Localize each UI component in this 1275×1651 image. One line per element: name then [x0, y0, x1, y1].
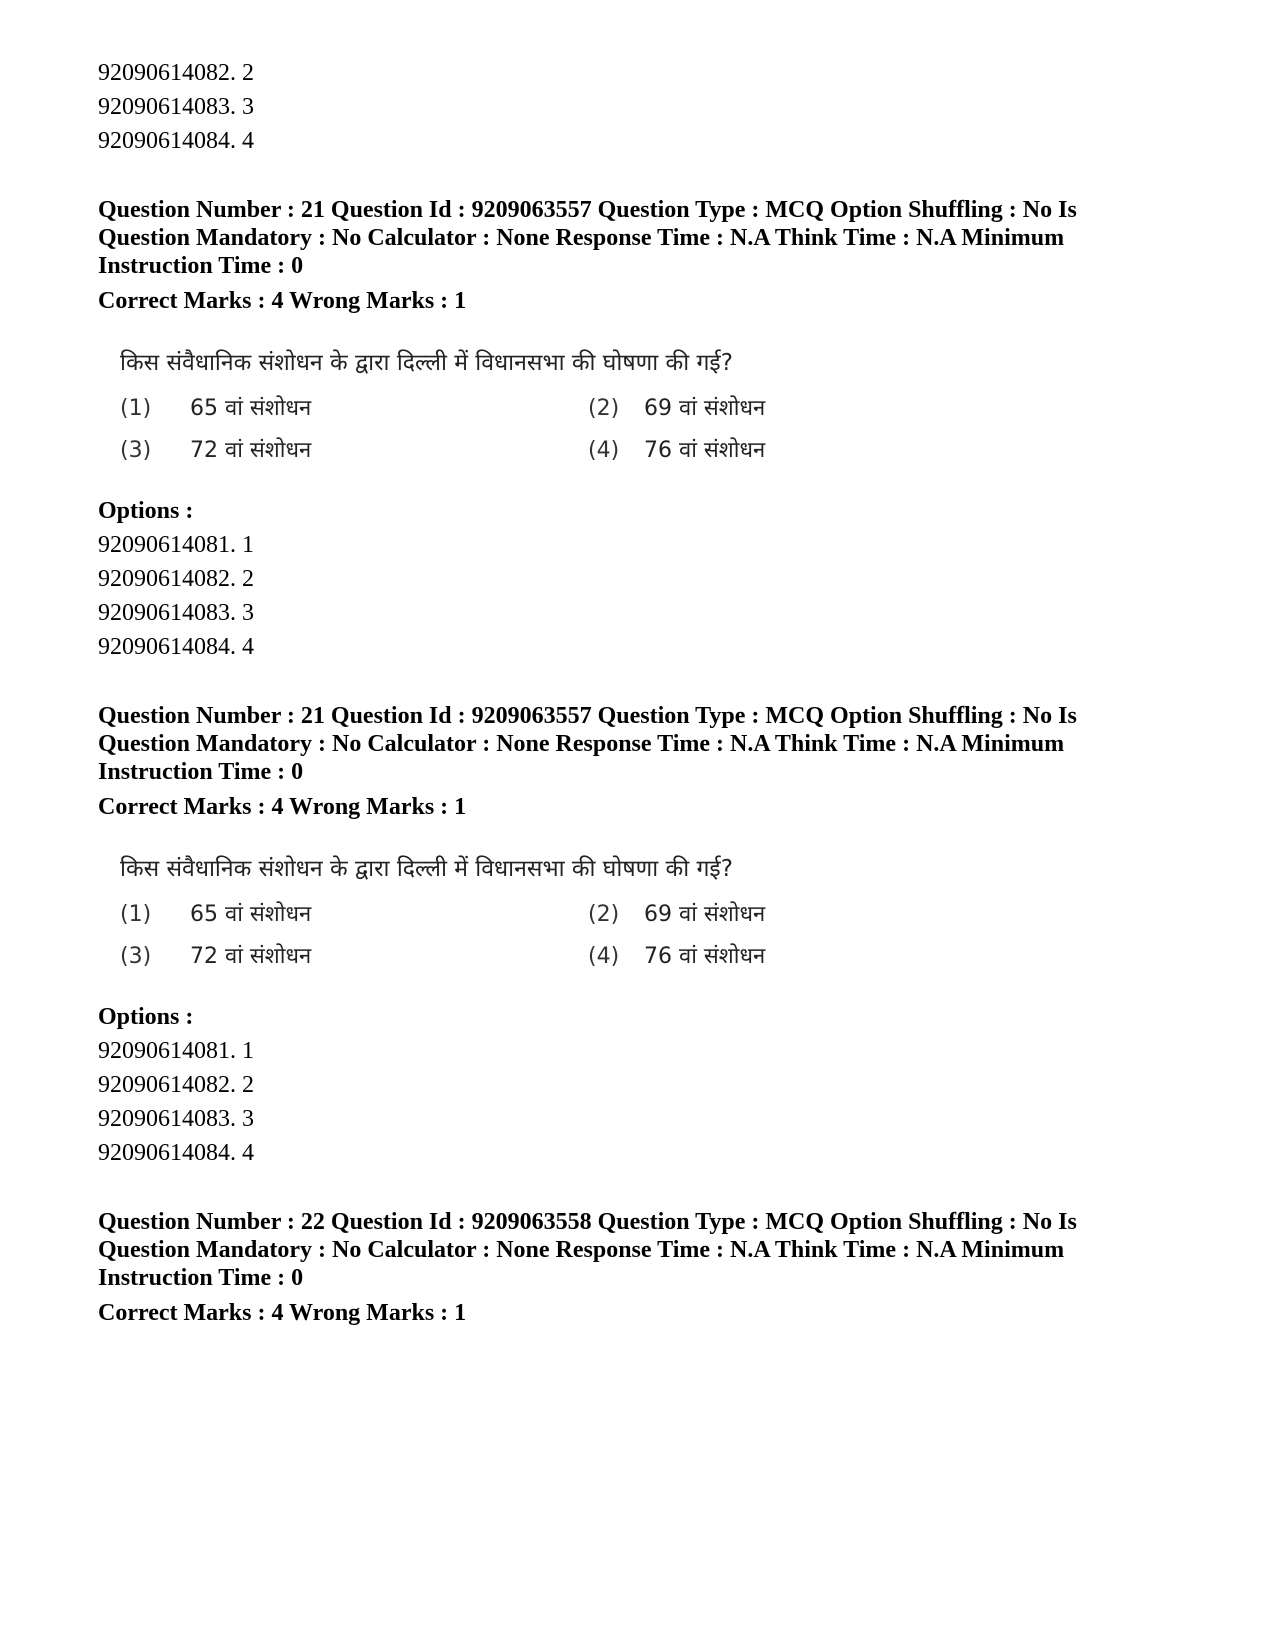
- previous-options-list: [98, 56, 1198, 158]
- question-meta-line: Question Mandatory : No Calculator : None Response Time : N.A Think Time : N.A Minimum: [98, 1237, 1065, 1263]
- question-meta-line: Question Mandatory : No Calculator : None Response Time : N.A Think Time : N.A Minimum: [98, 225, 1065, 251]
- option-line: 92090614081. 1: [98, 532, 254, 558]
- option-line: 92090614083. 3: [98, 1106, 254, 1132]
- option-line: 92090614082. 2: [98, 566, 254, 592]
- options-label: Options :: [98, 1004, 194, 1030]
- question-meta-line: Instruction Time : 0: [98, 1265, 304, 1291]
- document-page: [98, 56, 1198, 1330]
- choice-number: (3): [120, 944, 152, 969]
- option-line: 92090614081. 1: [98, 1038, 254, 1064]
- question-image: [120, 852, 1198, 974]
- question-meta-line: Instruction Time : 0: [98, 253, 304, 279]
- question-meta-line: Question Mandatory : No Calculator : None Response Time : N.A Think Time : N.A Minimum: [98, 731, 1065, 757]
- marks-line: Correct Marks : 4 Wrong Marks : 1: [98, 288, 467, 314]
- option-line: 92090614084. 4: [98, 1140, 254, 1166]
- option-line: 92090614083. 3: [98, 94, 254, 120]
- question-text: किस संवैधानिक संशोधन के द्वारा दिल्ली में विधानसभा की घोषणा की गई?: [120, 350, 733, 376]
- marks-line: Correct Marks : 4 Wrong Marks : 1: [98, 1300, 467, 1326]
- choice-number: (2): [588, 396, 620, 421]
- question-text: किस संवैधानिक संशोधन के द्वारा दिल्ली में विधानसभा की घोषणा की गई?: [120, 856, 733, 882]
- choice-text: 65 वां संशोधन: [190, 902, 312, 927]
- question-meta-line: Question Number : 22 Question Id : 9209063558 Question Type : MCQ Option Shuffling : No Is: [98, 1209, 1077, 1235]
- choice-text: 76 वां संशोधन: [644, 438, 766, 463]
- choice-text: 69 वां संशोधन: [644, 396, 766, 421]
- choice-number: (4): [588, 438, 620, 463]
- choice-number: (1): [120, 396, 152, 421]
- question-choices: [120, 898, 1198, 974]
- choice-number: (4): [588, 944, 620, 969]
- option-line: 92090614082. 2: [98, 60, 254, 86]
- choice-text: 65 वां संशोधन: [190, 396, 312, 421]
- choice-text: 69 वां संशोधन: [644, 902, 766, 927]
- choice-number: (1): [120, 902, 152, 927]
- question-meta-line: Question Number : 21 Question Id : 9209063557 Question Type : MCQ Option Shuffling : No Is: [98, 703, 1077, 729]
- question-choices: [120, 392, 1198, 468]
- question-meta-line: Question Number : 21 Question Id : 9209063557 Question Type : MCQ Option Shuffling : No Is: [98, 197, 1077, 223]
- option-line: 92090614084. 4: [98, 128, 254, 154]
- choice-number: (2): [588, 902, 620, 927]
- option-line: 92090614083. 3: [98, 600, 254, 626]
- option-line: 92090614082. 2: [98, 1072, 254, 1098]
- question-block-3: [98, 1208, 1198, 1330]
- choice-text: 72 वां संशोधन: [190, 438, 312, 463]
- marks-line: Correct Marks : 4 Wrong Marks : 1: [98, 794, 467, 820]
- question-meta-line: Instruction Time : 0: [98, 759, 304, 785]
- choice-text: 76 वां संशोधन: [644, 944, 766, 969]
- question-block-2: [98, 702, 1198, 1170]
- question-image: [120, 346, 1198, 468]
- choice-number: (3): [120, 438, 152, 463]
- question-block-1: [98, 196, 1198, 664]
- choice-text: 72 वां संशोधन: [190, 944, 312, 969]
- option-line: 92090614084. 4: [98, 634, 254, 660]
- options-label: Options :: [98, 498, 194, 524]
